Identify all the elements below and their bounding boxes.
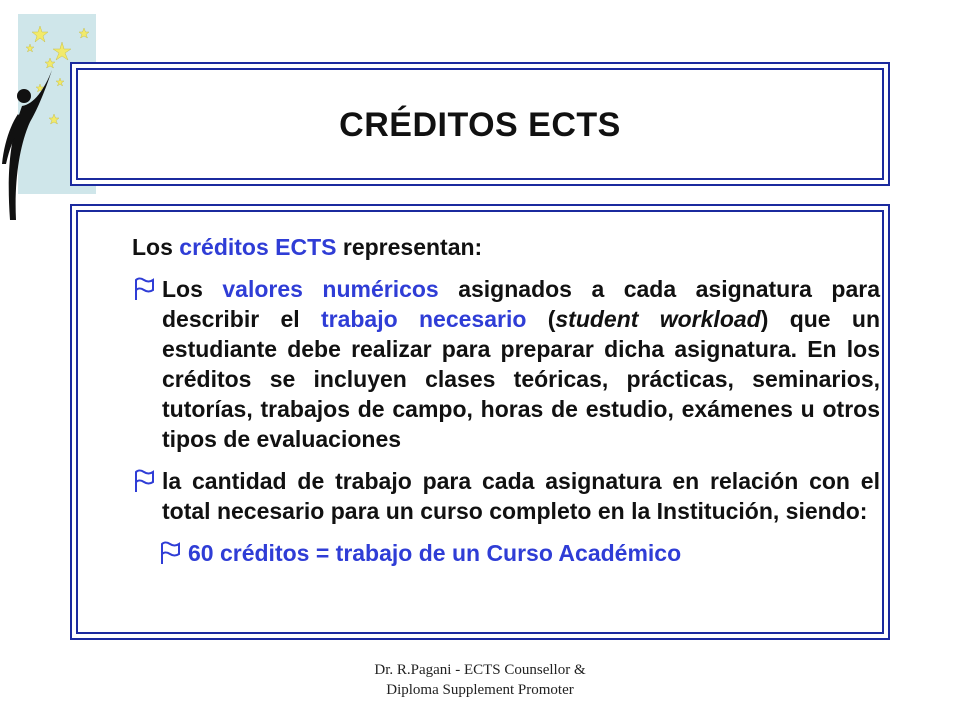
bullet-1-segment-3: asignados a cada asignatura para describir el: [162, 276, 880, 332]
bullet-text-2: [162, 468, 880, 524]
bullet-item-1: [132, 274, 880, 454]
footer-line-1: Dr. R.Pagani - ECTS Counsellor &: [374, 662, 586, 678]
title-frame: [70, 62, 890, 186]
content-frame: [70, 204, 890, 640]
bullet-1-segment-4: trabajo necesario: [320, 306, 527, 332]
bullet-1-segment-7: ) que un estudiante debe realizar para preparar dicha asignatura. En los créditos se incluyen clases teóricas, prácticas, seminarios, tutorías, trabajos de campo, horas de estudio, exámenes u otros tipos de evaluaciones: [162, 306, 881, 452]
footer-line-2: Diploma Supplement Promoter: [386, 682, 574, 698]
content-body: [132, 232, 880, 568]
bullet-1-segment-2: valores numéricos: [222, 276, 439, 302]
bullet-2-segment-1: la cantidad de trabajo para cada asignatura en relación con el total necesario para un curso completo en la Institución, siendo:: [162, 468, 880, 524]
bullet-item-2: [132, 466, 880, 526]
bullet-1-segment-1: Los: [162, 276, 223, 302]
bullet-1-segment-5: (: [526, 306, 556, 332]
slide-title: CRÉDITOS ECTS: [339, 106, 621, 144]
intro-prefix: Los: [132, 234, 180, 260]
intro-suffix: representan:: [336, 234, 483, 260]
bullet-text-1: [162, 276, 880, 452]
sub-bullet-text: 60 créditos = trabajo de un Curso Académico: [188, 540, 682, 566]
sub-bullet-item: [158, 538, 880, 568]
footer: [0, 660, 960, 700]
intro-highlight: créditos ECTS: [179, 234, 337, 260]
bullet-1-segment-6: student workload: [555, 306, 761, 332]
intro-line: [132, 232, 880, 262]
flag-icon: [158, 540, 184, 566]
flag-icon: [132, 276, 158, 302]
flag-icon: [132, 468, 158, 494]
